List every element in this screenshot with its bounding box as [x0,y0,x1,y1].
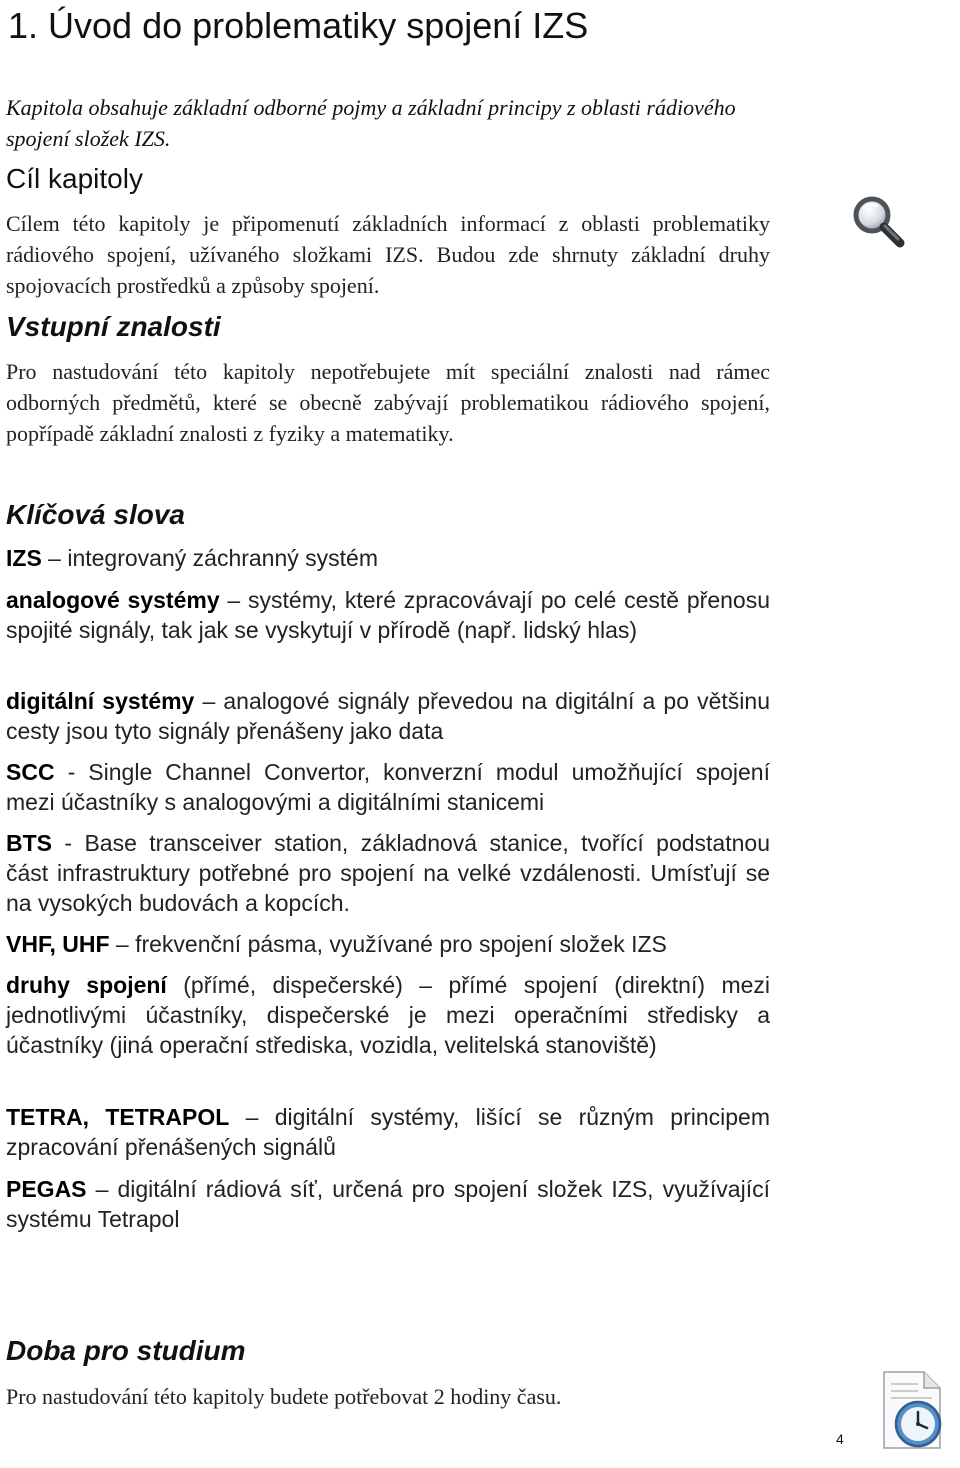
keyword-item [6,1174,770,1234]
keyword-item [6,543,770,573]
keyword-desc: - Base transceiver station, základnová stanice, tvořící podstatnou část infrastruktury potřebné pro spojení na velké vzdálenosti. Umísťují se na vysokých budovách a kopcích. [6,830,770,916]
keyword-desc: – systémy, které zpracovávají po celé cestě přenosu spojité signály, tak jak se vyskytují v přírodě (např. lidský hlas) [6,587,770,643]
keyword-item [6,585,770,645]
keyword-term: druhy spojení [6,972,167,998]
keyword-item [6,757,770,817]
chapter-intro: Kapitola obsahuje základní odborné pojmy a základní principy z oblasti rádiového spojení složek IZS. [6,95,736,151]
page-number: 4 [836,1431,844,1447]
keyword-term: SCC [6,759,55,785]
prereq-heading: Vstupní znalosti [6,311,221,342]
keyword-desc: - Single Channel Convertor, konverzní modul umožňující spojení mezi účastníky s analogovými a digitálními stanicemi [6,759,770,815]
prereq-text: Pro nastudování této kapitoly nepotřebujete mít speciální znalosti nad rámec odborných předmětů, které se obecně zabývají problematikou rádiového spojení, popřípadě základní znalosti z fyziky a matematiky. [6,359,770,446]
keyword-desc: – analogové signály převedou na digitální a po většinu cesty jsou tyto signály přenášeny jako data [6,688,770,744]
keyword-item [6,929,770,959]
keyword-term: BTS [6,830,52,856]
keyword-term: TETRA, TETRAPOL [6,1104,230,1130]
keyword-item [6,1102,770,1162]
keyword-item [6,686,770,746]
keyword-term: IZS [6,545,42,571]
study-time-heading: Doba pro studium [6,1335,246,1366]
goal-text: Cílem této kapitoly je připomenutí základních informací z oblasti problematiky rádiového spojení, užívaného složkami IZS. Budou zde shrnuty základní druhy spojovacích prostředků a způsoby spojení. [6,211,770,298]
clock-document-icon [878,1370,950,1452]
keyword-desc: – digitální systémy, lišící se různým principem zpracování přenášených signálů [6,1104,770,1160]
keyword-term: VHF, UHF [6,931,110,957]
study-time-text: Pro nastudování této kapitoly budete potřebovat 2 hodiny času. [6,1384,562,1409]
keyword-desc: (přímé, dispečerské) – přímé spojení (direktní) mezi jednotlivými účastníky, dispečerské je mezi operačními středisky a účastníky (jiná operační střediska, vozidla, velitelská stanoviště) [6,972,771,1058]
keyword-term: analogové systémy [6,587,220,613]
keyword-item [6,970,770,1060]
keyword-desc: – digitální rádiová síť, určená pro spojení složek IZS, využívající systému Tetrapol [6,1176,770,1232]
goal-heading: Cíl kapitoly [6,163,143,194]
keyword-item [6,828,770,918]
magnifier-icon [846,190,910,254]
keywords-heading: Klíčová slova [6,499,185,530]
keyword-term: digitální systémy [6,688,195,714]
keyword-desc: – frekvenční pásma, využívané pro spojení složek IZS [109,931,667,957]
keyword-desc: – integrovaný záchranný systém [41,545,378,571]
keyword-term: PEGAS [6,1176,87,1202]
chapter-title: 1. Úvod do problematiky spojení IZS [8,5,589,46]
